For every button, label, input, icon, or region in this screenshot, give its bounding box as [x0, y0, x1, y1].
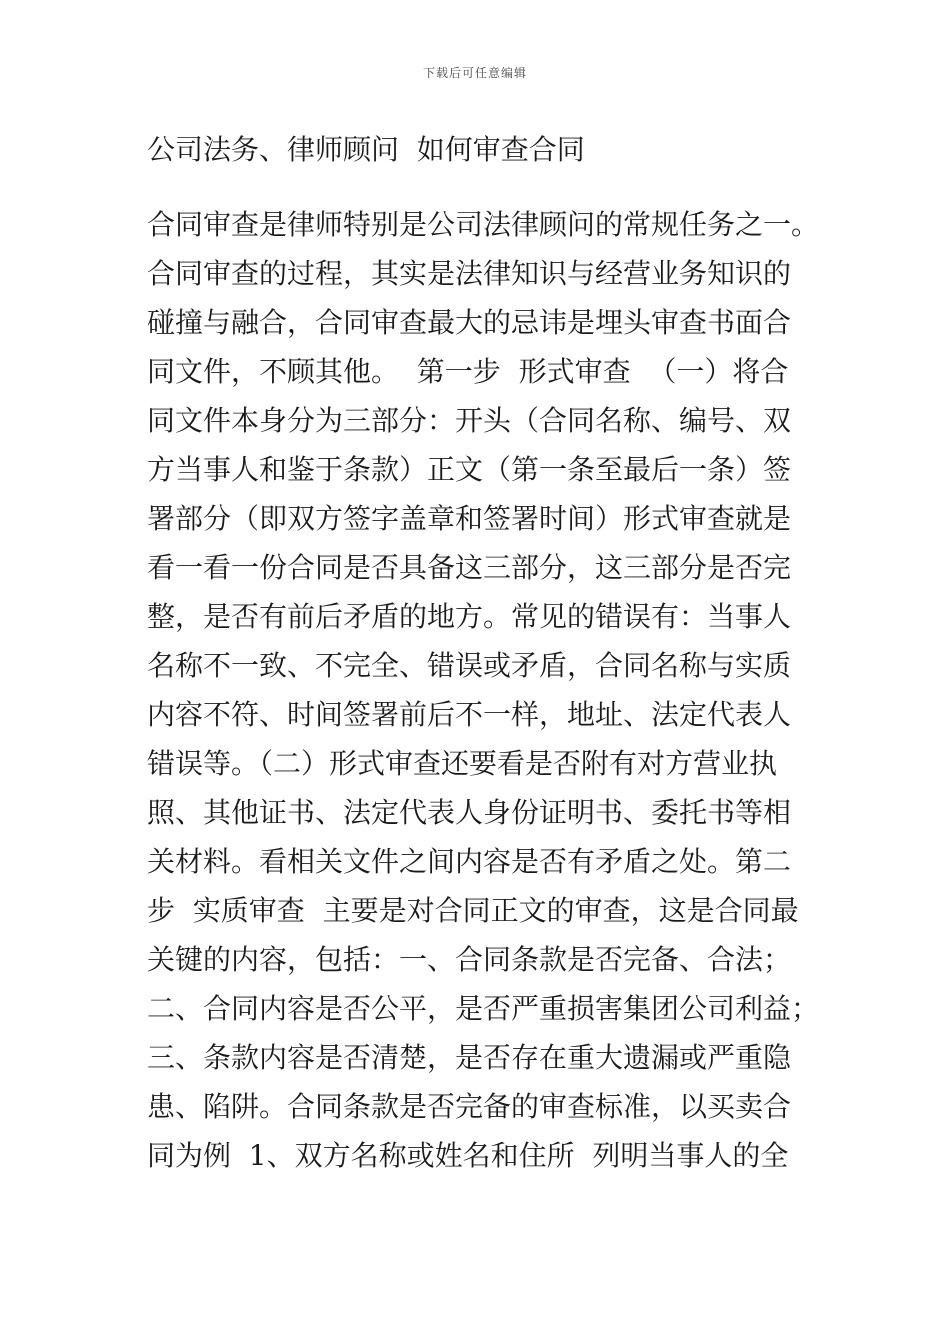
- body-line: 错误等。（二）形式审查还要看是否附有对方营业执: [147, 747, 778, 780]
- body-line: 步 实质审查 主要是对合同正文的审查，这是合同最: [147, 894, 799, 927]
- body-line: 看一看一份合同是否具备这三部分，这三部分是否完: [147, 551, 792, 584]
- body-line: 内容不符、时间签署前后不一样，地址、法定代表人: [147, 698, 792, 731]
- body-line: 方当事人和鉴于条款）正文（第一条至最后一条）签: [147, 453, 792, 486]
- body-line: 同为例 1、双方名称或姓名和住所 列明当事人的全: [147, 1139, 789, 1172]
- page-header-note: 下载后可任意编辑: [422, 66, 527, 80]
- body-line: 整，是否有前后矛盾的地方。常见的错误有：当事人: [147, 600, 792, 633]
- body-line: 碰撞与融合，合同审查最大的忌讳是埋头审查书面合: [147, 306, 792, 339]
- body-line: 合同审查的过程，其实是法律知识与经营业务知识的: [147, 257, 792, 290]
- body-line: 同文件，不顾其他。 第一步 形式审查 （一）将合: [147, 355, 789, 388]
- body-line: 名称不一致、不完全、错误或矛盾，合同名称与实质: [147, 649, 792, 682]
- body-line: 同文件本身分为三部分：开头（合同名称、编号、双: [147, 404, 792, 437]
- body-line: 二、合同内容是否公平，是否严重损害集团公司利益；: [147, 992, 820, 1025]
- body-line: 照、其他证书、法定代表人身份证明书、委托书等相: [147, 796, 792, 829]
- body-line: 合同审查是律师特别是公司法律顾问的常规任务之一。: [147, 208, 820, 241]
- body-line: 患、陷阱。合同条款是否完备的审查标准，以买卖合: [147, 1090, 792, 1123]
- body-line: 三、条款内容是否清楚，是否存在重大遗漏或严重隐: [147, 1041, 792, 1074]
- body-line: 关材料。看相关文件之间内容是否有矛盾之处。第二: [147, 845, 792, 878]
- body-line: 署部分（即双方签字盖章和签署时间）形式审查就是: [147, 502, 792, 535]
- body-line: 关键的内容，包括：一、合同条款是否完备、合法；: [147, 943, 792, 976]
- document-title: 公司法务、律师顾问 如何审查合同: [147, 133, 585, 166]
- document-body: [147, 200, 819, 1180]
